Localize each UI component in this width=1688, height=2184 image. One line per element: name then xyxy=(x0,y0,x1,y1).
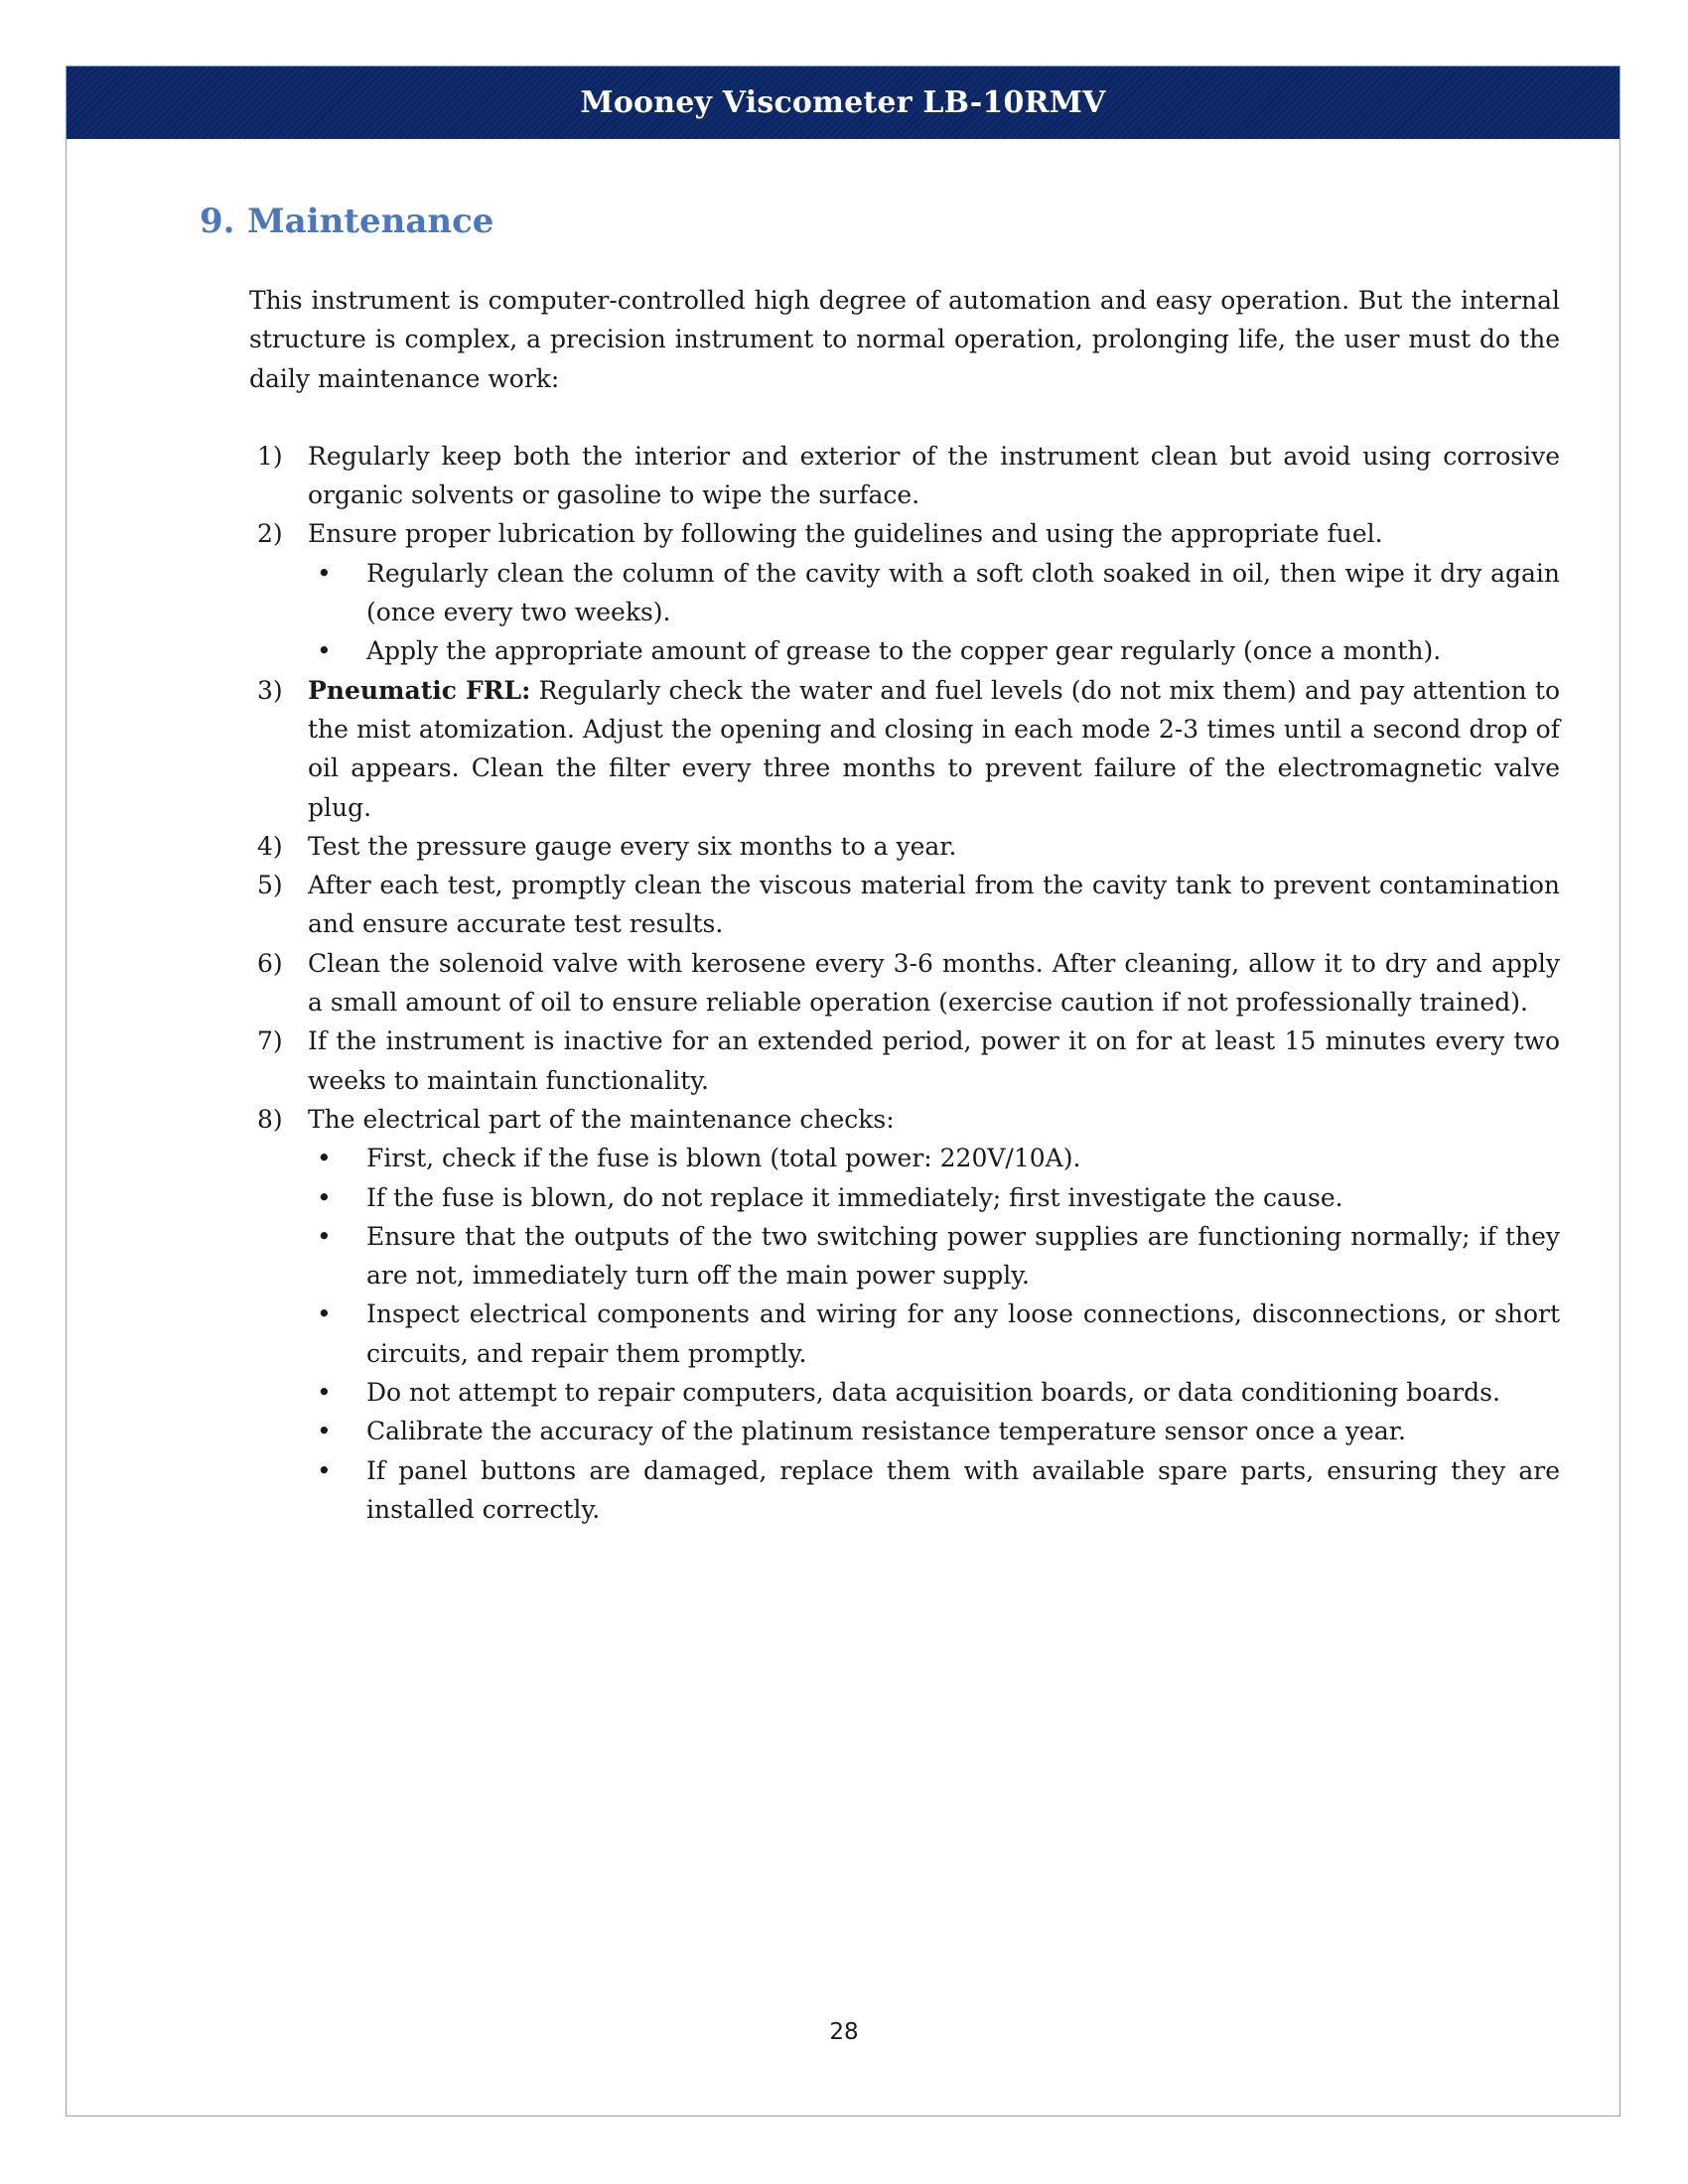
item-text: Clean the solenoid valve with kerosene every 3-6 months. After cleaning, allow it to dry and apply a small amount of oil to ensure reliable operation (exercise caution if not professionally trained). xyxy=(308,948,1560,1018)
bullet-icon: • xyxy=(317,558,332,588)
list-item xyxy=(249,514,1560,670)
bullet-icon: • xyxy=(317,1144,332,1173)
section-heading xyxy=(200,202,493,241)
list-item xyxy=(249,671,1560,827)
bullet-text: First, check if the fuse is blown (total power: 220V/10A). xyxy=(366,1144,1081,1173)
bullet-text: Inspect electrical components and wiring for any loose connections, disconnections, or short circuits, and repair them promptly. xyxy=(366,1299,1560,1368)
sub-list xyxy=(308,554,1560,671)
sub-list-item xyxy=(308,631,1560,670)
item-number: 2) xyxy=(257,519,283,549)
bullet-text: Apply the appropriate amount of grease to the copper gear regularly (once a month). xyxy=(366,636,1442,666)
item-text: If the instrument is inactive for an extended period, power it on for at least 15 minutes every two weeks to maintain functionality. xyxy=(308,1026,1560,1095)
bullet-text: Ensure that the outputs of the two switching power supplies are functioning normally; if they are not, immediately turn off the main power supply. xyxy=(366,1221,1560,1291)
header-bar xyxy=(67,67,1619,139)
sub-list-item xyxy=(308,1451,1560,1530)
item-number: 8) xyxy=(257,1104,283,1134)
list-item xyxy=(249,1100,1560,1529)
bullet-icon: • xyxy=(317,1221,332,1251)
sub-list-item xyxy=(308,1217,1560,1296)
bullet-icon: • xyxy=(317,1417,332,1446)
page-number: 28 xyxy=(829,2019,859,2045)
bullet-text: If panel buttons are damaged, replace them with available spare parts, ensuring they are installed correctly. xyxy=(366,1455,1560,1524)
list-item xyxy=(249,1022,1560,1100)
item-number: 3) xyxy=(257,675,283,705)
item-text: Regularly check the water and fuel levels (do not mix them) and pay attention to the mist atomization. Adjust the opening and closing in each mode 2-3 times until a second drop of oil appears. Clean the filter every three months to prevent failure of the electromagnetic valve plug. xyxy=(308,675,1561,822)
intro-paragraph: This instrument is computer-controlled high degree of automation and easy operation. But the internal structure is complex, a precision instrument to normal operation, prolonging life, the user must do the daily maintenance work: xyxy=(249,286,1560,393)
sub-list xyxy=(308,1139,1560,1529)
item-text: Ensure proper lubrication by following the guidelines and using the appropriate fuel. xyxy=(308,519,1383,549)
sub-list-item xyxy=(308,1295,1560,1373)
item-number: 7) xyxy=(257,1026,283,1056)
list-item xyxy=(249,866,1560,944)
maintenance-list xyxy=(249,437,1560,1529)
item-number: 5) xyxy=(257,871,283,900)
bullet-text: Regularly clean the column of the cavity with a soft cloth soaked in oil, then wipe it dry again (once every two weeks). xyxy=(366,558,1560,627)
section-body xyxy=(249,281,1560,1529)
section-number: 9. xyxy=(200,202,235,241)
bullet-text: Calibrate the accuracy of the platinum resistance temperature sensor once a year. xyxy=(366,1417,1406,1446)
sub-list-item xyxy=(308,1139,1560,1177)
item-text: After each test, promptly clean the viscous material from the cavity tank to prevent contamination and ensure accurate test results. xyxy=(308,871,1560,939)
list-item xyxy=(249,827,1560,866)
sub-list-item xyxy=(308,554,1560,632)
item-text: Test the pressure gauge every six months to a year. xyxy=(308,831,957,861)
item-text: The electrical part of the maintenance checks: xyxy=(308,1104,895,1134)
item-text: Regularly keep both the interior and exterior of the instrument clean but avoid using corrosive organic solvents or gasoline to wipe the surface. xyxy=(308,441,1560,510)
section-title: Maintenance xyxy=(247,202,494,241)
bullet-icon: • xyxy=(317,1378,332,1408)
bullet-icon: • xyxy=(317,1299,332,1329)
sub-list-item xyxy=(308,1412,1560,1450)
bullet-icon: • xyxy=(317,1182,332,1212)
sub-list-item xyxy=(308,1373,1560,1412)
bullet-icon: • xyxy=(317,1455,332,1485)
list-item xyxy=(249,944,1560,1023)
list-item xyxy=(249,437,1560,515)
item-bold-label: Pneumatic FRL: xyxy=(308,675,531,705)
bullet-text: If the fuse is blown, do not replace it immediately; first investigate the cause. xyxy=(366,1182,1343,1212)
bullet-text: Do not attempt to repair computers, data acquisition boards, or data conditioning boards. xyxy=(366,1378,1500,1408)
item-number: 4) xyxy=(257,831,283,861)
item-number: 6) xyxy=(257,948,283,978)
item-number: 1) xyxy=(257,441,283,471)
page-frame xyxy=(66,66,1620,2116)
document-title: Mooney Viscometer LB-10RMV xyxy=(580,85,1106,120)
sub-list-item xyxy=(308,1178,1560,1217)
bullet-icon: • xyxy=(317,636,332,666)
